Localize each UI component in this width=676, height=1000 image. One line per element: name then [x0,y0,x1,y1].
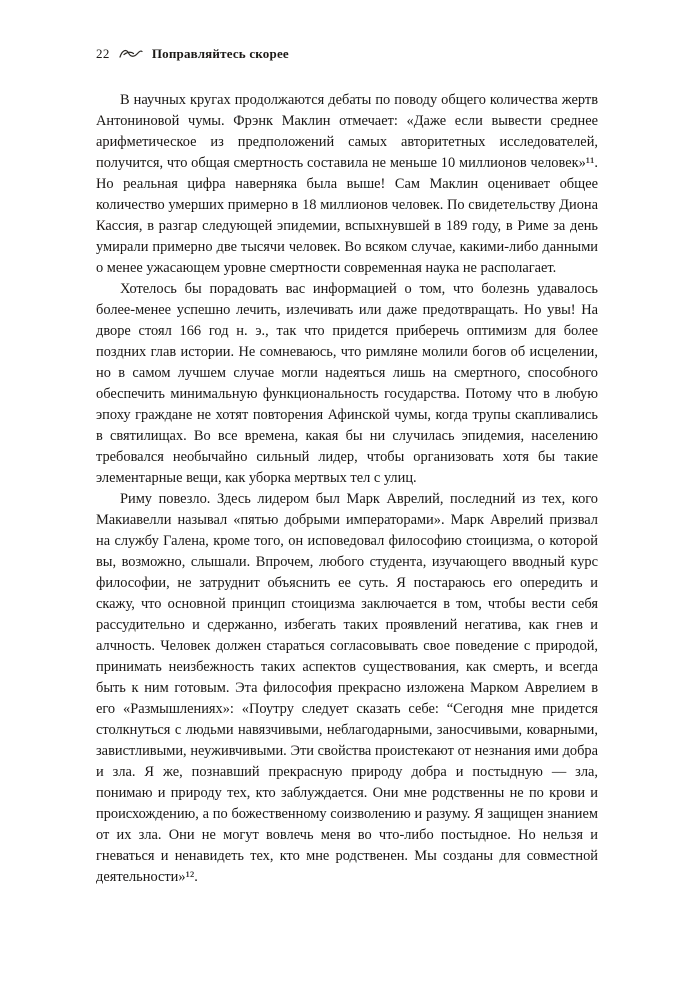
paragraph-marcus-aurelius: Риму повезло. Здесь лидером был Марк Аврелий, последний из тех, кого Макиавелли называл «пятью добрыми императорами». Марк Аврелий призвал на службу Галена, кроме того, он исповедовал философию стоицизма, о которой вы, возможно, слышали. Впрочем, любого студента, изучающего вводный курс философии, не затруднит объяснить ее суть. Я постараюсь его опередить и скажу, что основной принцип стоицизма заключается в том, чтобы вести себя рассудительно и сдержанно, избегать таких проявлений негатива, как гнев и алчность. Человек должен стараться согласовывать свое поведение с природой, принимать неизбежность таких аспектов существования, как смерть, и всегда быть к ним готовым. Эта философия прекрасно изложена Марком Аврелием в его «Размышлениях»: «Поутру следует сказать себе: “Сегодня мне придется столкнуться с людьми навязчивыми, неблагодарными, заносчивыми, коварными, завистливыми, неуживчивыми. Эти свойства проистекают от незнания ими добра и зла. Я же, познавший прекрасную природу добра и постыдную — зла, понимаю и природу тех, кто заблуждается. Они мне родственны не по крови и происхождению, а по божественному соизволению и разуму. Я защищен знанием от их зла. Они не могут вовлечь меня во что-либо постыдное. Но нельзя и гневаться и ненавидеть тех, кто мне родственен. Мы созданы для совместной деятельности»¹². [96,491,598,885]
page-number: 22 [96,46,110,61]
running-head-title: Поправляйтесь скорее [151,46,289,61]
paragraph-no-cure: Хотелось бы порадовать вас информацией о том, что болезнь удавалось более-менее успешно лечить, излечивать или даже предотвращать. Но увы! На дворе стоял 166 год н. э., так что придется приберечь оптимизм для более поздних глав истории. Не сомневаюсь, что римляне молили богов об исцелении, но в самом лучшем случае могли надеяться лишь на смертного, способного обеспечить минимальную функциональность государства. Потому что в любую эпоху граждане не хотят повторения Афинской чумы, когда трупы скапливались в святилищах. Во все времена, какая бы ни случилась эпидемия, населению требовался необычайно сильный лидер, чтобы организовать хотя бы такие элементарные вещи, как уборка мертвых тел с улиц. [96,281,598,486]
page-body [96,90,598,888]
paragraph-mortality-debate: В научных кругах продолжаются дебаты по поводу общего количества жертв Антониновой чумы. Фрэнк Маклин отмечает: «Даже если вывести среднее арифметическое из предположений самых авторитетных исследователей, получится, что общая смертность составила не меньше 10 миллионов человек»¹¹. Но реальная цифра наверняка была выше! Сам Маклин оценивает общее количество умерших примерно в 18 миллионов человек. По свидетельству Диона Кассия, в разгар следующей эпидемии, вспыхнувшей в 189 году, в Риме за день умирали примерно две тысячи человек. Во всяком случае, какими-либо данными о менее ужасающем уровне смертности современная наука не располагает. [96,92,598,276]
page-header [96,46,598,61]
fleuron-icon [119,47,143,60]
